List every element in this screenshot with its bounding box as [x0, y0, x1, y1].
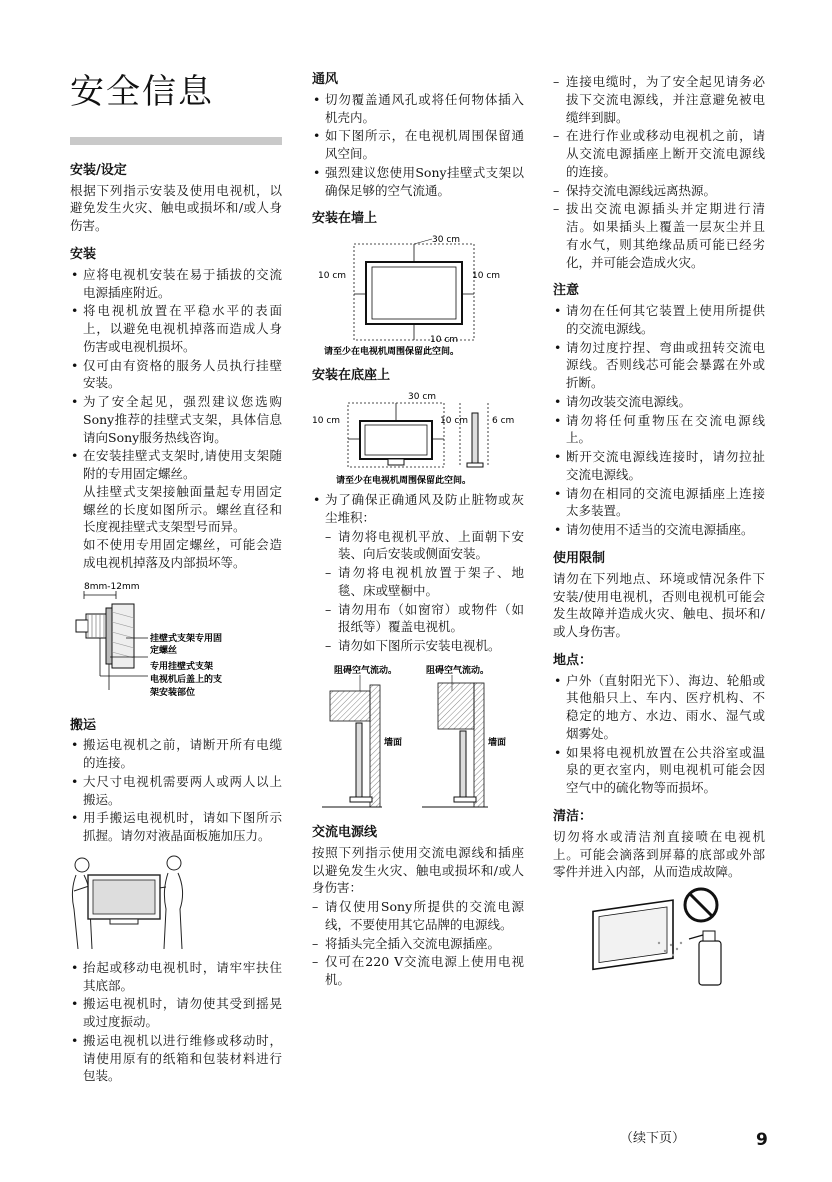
- note-heading: 注意: [553, 283, 580, 299]
- list-item: • 强烈建议您使用Sony挂壁式支架以确保足够的空气流通。: [312, 164, 524, 200]
- stand-left-label: 10 cm: [312, 416, 341, 427]
- column-right: [553, 72, 765, 997]
- continued-label: （续下页）: [620, 1131, 686, 1146]
- stand-heading: 安装在底座上: [312, 368, 391, 384]
- list-item: • 如果将电视机放置在公共浴室或温泉的更衣室内，则电视机可能会因空气中的硫化物等而损坏。: [553, 744, 765, 797]
- air-dash-list: [325, 528, 524, 655]
- list-item: – 保持交流电源线远离热源。: [553, 182, 765, 200]
- blocked-airflow-diagram: [312, 661, 524, 813]
- list-item: • 将电视机放置在平稳水平的表面上，以避免电视机掉落而造成人身伤害或电视机损坏。: [70, 302, 282, 355]
- list-item: [312, 491, 524, 527]
- list-item: • 搬运电视机以进行维修或移动时，请使用原有的纸箱和包装材料进行包装。: [70, 1032, 282, 1085]
- list-item-text: 为了确保正确通风及防止脏物或灰尘堆积：: [325, 492, 524, 525]
- list-item: – 请勿将电视机平放、上面朝下安装、向后安装或侧面安装。: [325, 528, 524, 564]
- ac-heading: 交流电源线: [312, 824, 378, 840]
- screw-label-line1: 挂壁式支架专用固: [150, 633, 223, 644]
- list-item: • 请勿在相同的交流电源插座上连接太多装置。: [553, 485, 765, 521]
- ac-intro: 按照下列指示使用交流电源线和插座以避免发生火灾、触电或损坏和/或人身伤害：: [312, 844, 524, 896]
- wall-label-a: 墙面: [384, 737, 403, 748]
- screw-size-label: 8mm-12mm: [84, 581, 140, 592]
- limit-text: 请勿在下列地点、环境或情况条件下安装/使用电视机，否则电视机可能会发生故障并造成火灾、触电、损坏和/或人身伤害。: [553, 570, 765, 640]
- list-item: – 在进行作业或移动电视机之前，请从交流电源插座上断开交流电源线的连接。: [553, 127, 765, 180]
- list-item: • 搬运电视机时，请勿使其受到摇晃或过度振动。: [70, 995, 282, 1031]
- install-intro: 根据下列指示安装及使用电视机，以避免发生火灾、触电或损坏和/或人身伤害。: [70, 182, 282, 234]
- list-item: – 拔出交流电源插头并定期进行清洁。如果插头上覆盖一层灰尘并且有水气，则其绝缘品质可能已经劣化，并可能会造成火灾。: [553, 200, 765, 271]
- list-item: • 户外（直射阳光下）、海边、轮船或其他船只上、车内、医疗机构、不稳定的地方、水边、雨水、湿气或烟雾处。: [553, 672, 765, 743]
- mount-extra-2: 如不使用专用固定螺丝，可能会造成电视机掉落及内部损坏等。: [83, 537, 282, 570]
- mount-heading: 安装: [70, 246, 97, 262]
- wall-label-b: 墙面: [488, 737, 507, 748]
- list-item: • 搬运电视机之前，请断开所有电缆的连接。: [70, 736, 282, 772]
- wall-top-label: 30 cm: [432, 235, 461, 246]
- list-item-text: 在安装挂壁式支架时,请使用支架随附的专用固定螺丝。: [83, 448, 282, 482]
- list-item: – 连接电缆时，为了安全起见请务必拔下交流电源线，并注意避免被电缆绊到脚。: [553, 73, 765, 126]
- stand-side-label: 6 cm: [492, 416, 515, 427]
- list-item: • 应将电视机安装在易于插拔的交流电源插座附近。: [70, 266, 282, 302]
- page-title: 安全信息: [70, 72, 214, 112]
- list-item: • 切勿覆盖通风孔或将任何物体插入机壳内。: [312, 91, 524, 127]
- clean-text: 切勿将水或清洁剂直接喷在电视机上。可能会滴落到屏幕的底部或外部零件并进入内部，从而造成故障。: [553, 828, 765, 880]
- carry-heading: 搬运: [70, 717, 97, 733]
- blocked-label-a: 阻碍空气流动。: [334, 665, 398, 676]
- list-item: – 请勿将电视机放置于架子、地毯、床或壁橱中。: [325, 564, 524, 600]
- stand-mount-diagram: [312, 391, 524, 485]
- list-item: – 仅可在220 V交流电源上使用电视机。: [312, 953, 524, 989]
- column-middle: [312, 72, 524, 990]
- install-heading: 安装/设定: [70, 162, 127, 178]
- screw-diagram: [70, 578, 282, 706]
- blocked-label-b: 阻碍空气流动。: [426, 665, 490, 676]
- place-heading: 地点：: [553, 652, 593, 668]
- power-dash-list: [553, 73, 765, 271]
- wall-caption: 请至少在电视机周围保留此空间。: [324, 347, 460, 357]
- no-spray-illustration: [553, 887, 765, 991]
- stand-top-label: 30 cm: [408, 392, 437, 403]
- vent-list: [312, 91, 524, 200]
- list-item: • 用手搬运电视机时，请如下图所示抓握。请勿对液晶面板施加压力。: [70, 809, 282, 845]
- bracket-label: 专用挂壁式支架: [150, 661, 214, 672]
- ac-dash-list: [312, 898, 524, 989]
- list-item: – 请勿用布（如窗帘）或物件（如报纸等）覆盖电视机。: [325, 601, 524, 637]
- list-item: • 断开交流电源线连接时，请勿拉扯交流电源线。: [553, 448, 765, 484]
- column-left: [70, 72, 282, 1086]
- stand-right-label: 10 cm: [440, 416, 469, 427]
- wall-heading: 安装在墙上: [312, 211, 378, 227]
- screw-label-line2: 定螺丝: [150, 645, 178, 656]
- mount-area-line2: 架安装部位: [150, 687, 196, 698]
- list-item: • 为了安全起见，强烈建议您选购Sony推荐的挂壁式支架，具体信息请向Sony服务热线咨询。: [70, 393, 282, 446]
- list-item: [70, 447, 282, 571]
- carry-list: [70, 736, 282, 845]
- list-item: • 抬起或移动电视机时，请牢牢扶住其底部。: [70, 959, 282, 995]
- list-item: • 请勿改装交流电源线。: [553, 393, 765, 411]
- mount-list: [70, 266, 282, 572]
- list-item: • 如下图所示，在电视机周围保留通风空间。: [312, 127, 524, 163]
- list-item: • 大尺寸电视机需要两人或两人以上搬运。: [70, 773, 282, 809]
- list-item: • 仅可由有资格的服务人员执行挂壁安装。: [70, 357, 282, 393]
- wall-mount-diagram: [312, 234, 524, 356]
- list-item: • 请勿过度拧捏、弯曲或扭转交流电源线。否则线芯可能会暴露在外或折断。: [553, 339, 765, 392]
- wall-left-label: 10 cm: [318, 271, 347, 282]
- mount-area-line1: 电视机后盖上的支: [150, 674, 223, 685]
- wall-right-label: 10 cm: [472, 271, 501, 282]
- place-list: [553, 672, 765, 797]
- list-item: • 请勿使用不适当的交流电源插座。: [553, 521, 765, 539]
- wall-bottom-label: 10 cm: [430, 335, 459, 346]
- page-number: 9: [756, 1130, 768, 1150]
- title-rule: [70, 137, 282, 145]
- air-list: [312, 491, 524, 527]
- list-item: • 请勿在任何其它装置上使用所提供的交流电源线。: [553, 302, 765, 338]
- list-item: – 请勿如下图所示安装电视机。: [325, 637, 524, 655]
- carry-illustration: [70, 851, 282, 953]
- carry-list-2: [70, 959, 282, 1085]
- stand-caption: 请至少在电视机周围保留此空间。: [336, 476, 472, 486]
- note-list: [553, 302, 765, 539]
- list-item: – 将插头完全插入交流电源插座。: [312, 935, 524, 953]
- clean-heading: 清洁：: [553, 808, 593, 824]
- vent-heading: 通风: [312, 72, 339, 87]
- list-item: • 请勿将任何重物压在交流电源线上。: [553, 412, 765, 448]
- mount-extra-1: 从挂壁式支架接触面量起专用固定螺丝的长度如图所示。螺丝直径和长度视挂壁式支架型号而异。: [83, 483, 282, 535]
- list-item: – 请仅使用Sony所提供的交流电源线，不要使用其它品牌的电源线。: [312, 898, 524, 934]
- limit-heading: 使用限制: [553, 550, 606, 566]
